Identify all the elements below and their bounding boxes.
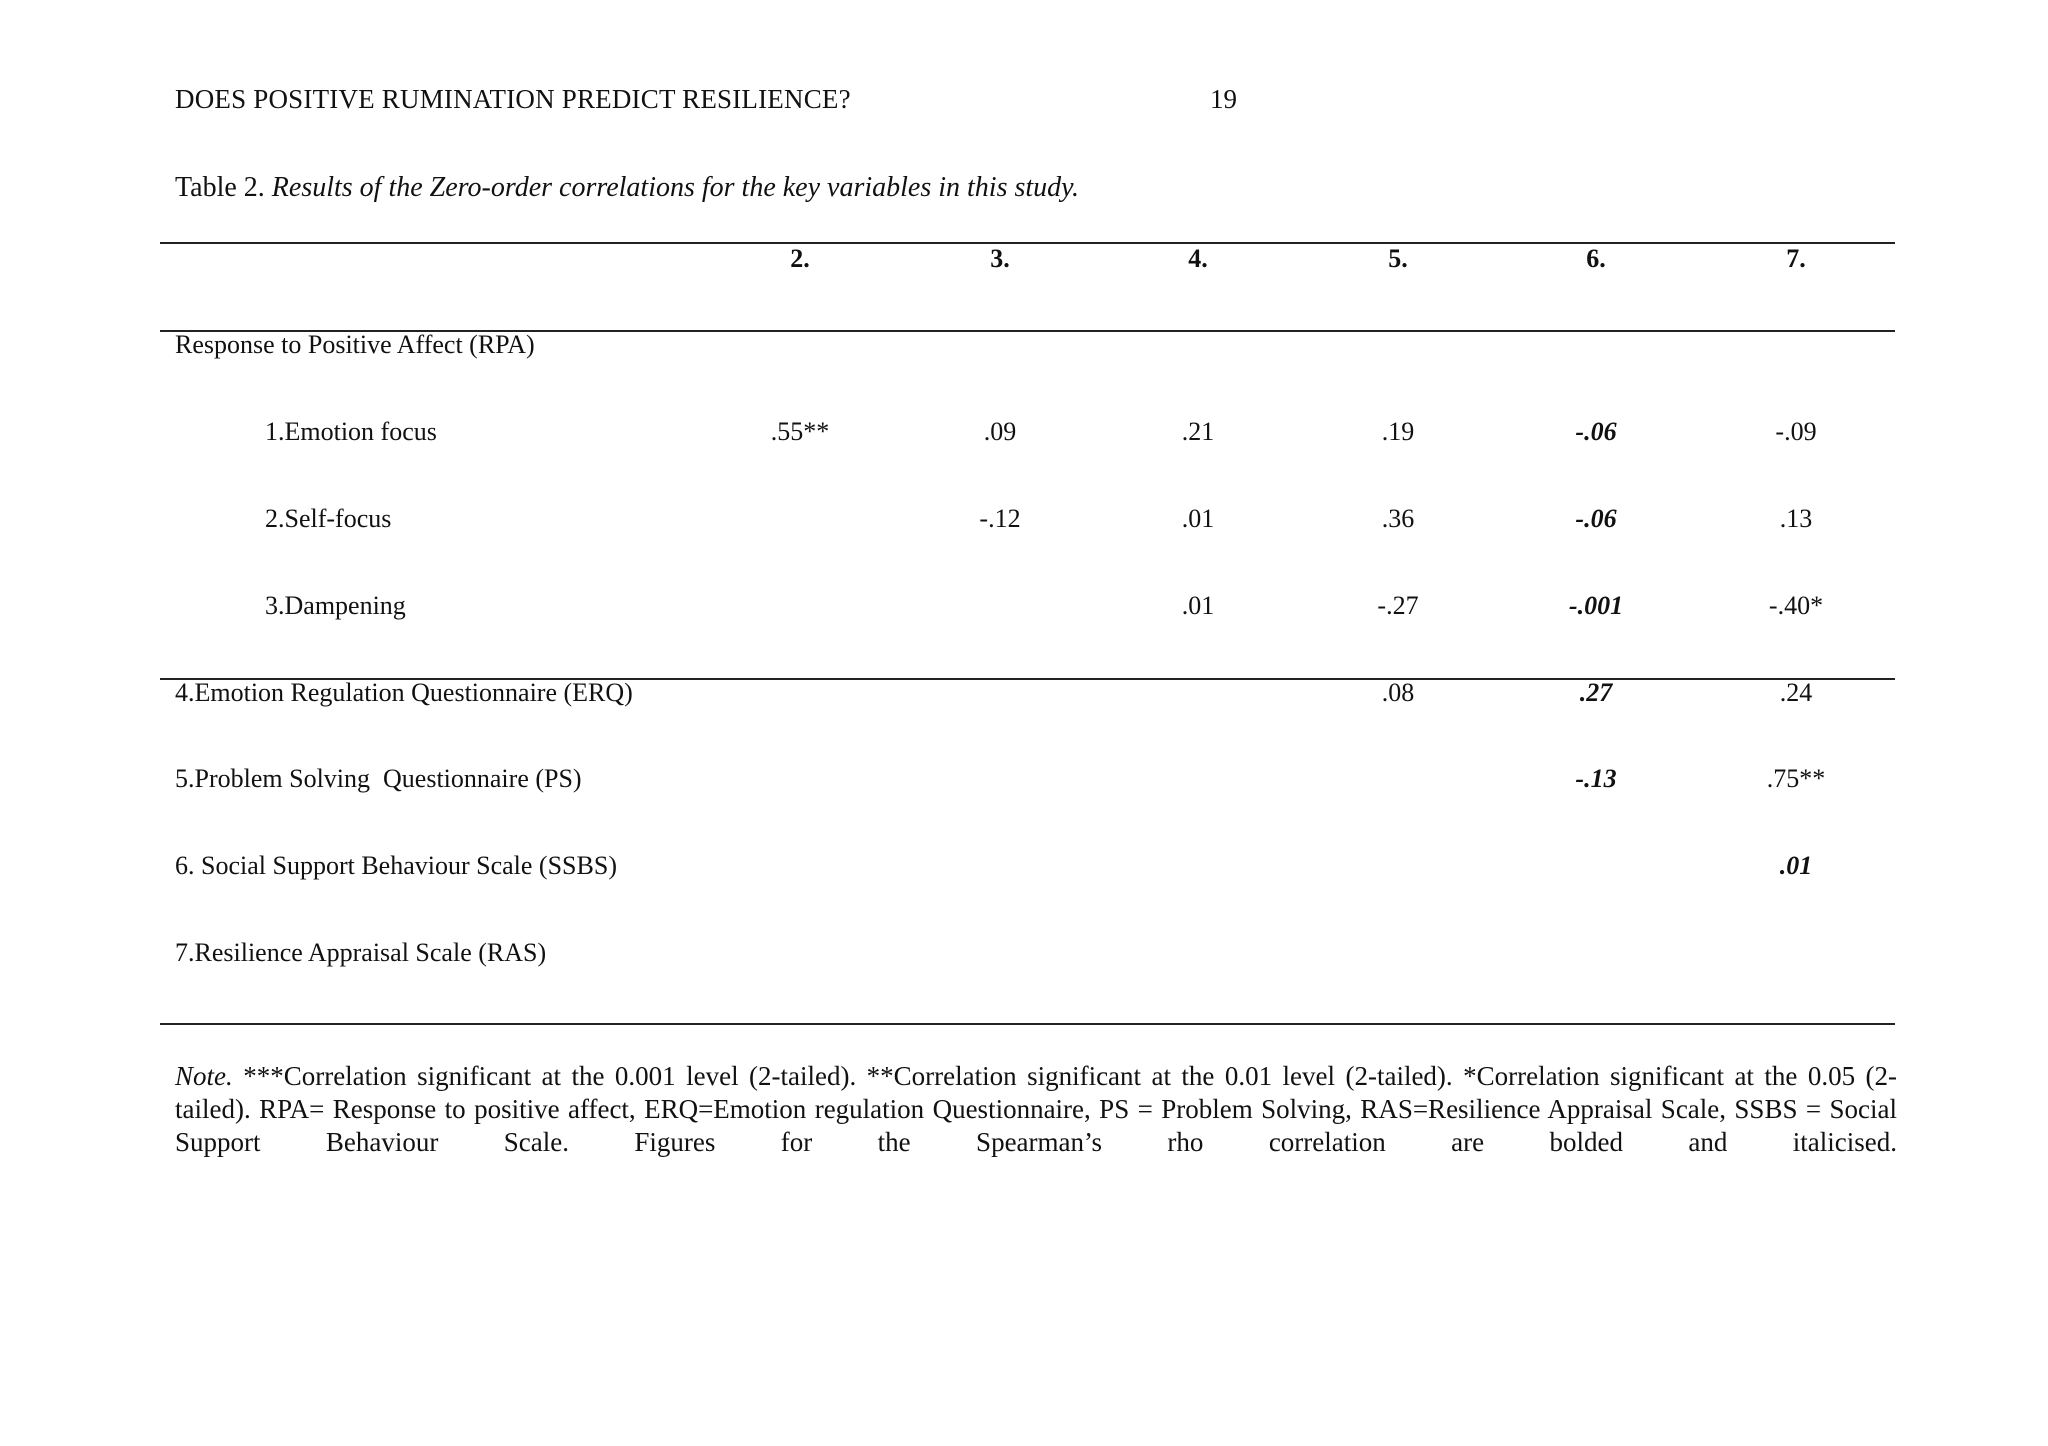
- cell-r4-c5: .08: [1381, 678, 1415, 707]
- cell-r3-c7: -.40*: [1768, 591, 1824, 620]
- column-header-7: 7.: [1786, 244, 1806, 273]
- column-header-2: 2.: [790, 244, 810, 273]
- table-title: Results of the Zero-order correlations for the key variables in this study.: [271, 172, 1080, 203]
- row-label-ssbs: 6. Social Support Behaviour Scale (SSBS): [175, 851, 617, 880]
- row-label-ras: 7.Resilience Appraisal Scale (RAS): [175, 938, 547, 967]
- column-header-6: 6.: [1586, 244, 1606, 273]
- column-header-3: 3.: [990, 244, 1010, 273]
- row-label-emotion-focus: 1.Emotion focus: [265, 417, 437, 446]
- cell-r3-c5: -.27: [1377, 591, 1419, 620]
- cell-r1-c7: -.09: [1775, 417, 1817, 446]
- row-label-self-focus: 2.Self-focus: [265, 504, 392, 533]
- table-note: [175, 1060, 1897, 1159]
- cell-r5-c6: -.13: [1575, 764, 1617, 793]
- row-label-erq: 4.Emotion Regulation Questionnaire (ERQ): [175, 678, 633, 707]
- note-lead: Note.: [175, 1061, 233, 1091]
- cell-r1-c2: .55**: [770, 417, 830, 446]
- cell-r1-c4: .21: [1181, 417, 1215, 446]
- cell-r2-c3: -.12: [979, 504, 1021, 533]
- cell-r1-c6: -.06: [1575, 417, 1617, 446]
- table-bottom-rule: [160, 1023, 1895, 1025]
- cell-r5-c7: .75**: [1766, 764, 1826, 793]
- row-label-dampening: 3.Dampening: [265, 591, 406, 620]
- cell-r3-c4: .01: [1181, 591, 1215, 620]
- page-number: 19: [1210, 84, 1237, 114]
- group-label-rpa: Response to Positive Affect (RPA): [175, 330, 535, 359]
- table-caption: [175, 172, 1079, 204]
- row-label-ps: 5.Problem Solving Questionnaire (PS): [175, 764, 582, 793]
- note-text: ***Correlation significant at the 0.001 level (2-tailed). **Correlation significant at the 0.01 level (2-tailed). *Correlation significant at the 0.05 (2-tailed). RPA= Response to positive affect, ERQ=Emotion regulation Questionnaire, PS = Problem Solving, RAS=Resilience Appraisal Scale, SSBS = Social Support Behaviour Scale. Figures for the Spearman’s rho correlation are bolded and italicised.: [175, 1061, 1897, 1157]
- cell-r3-c6: -.001: [1568, 591, 1624, 620]
- running-head: DOES POSITIVE RUMINATION PREDICT RESILIENCE?: [175, 84, 851, 114]
- column-header-4: 4.: [1188, 244, 1208, 273]
- cell-r1-c5: .19: [1381, 417, 1415, 446]
- table-label: Table 2.: [175, 172, 265, 203]
- cell-r2-c7: .13: [1779, 504, 1813, 533]
- cell-r1-c3: .09: [983, 417, 1017, 446]
- cell-r4-c7: .24: [1779, 678, 1813, 707]
- cell-r6-c7: .01: [1779, 851, 1813, 880]
- cell-r2-c6: -.06: [1575, 504, 1617, 533]
- cell-r2-c5: .36: [1381, 504, 1415, 533]
- cell-r4-c6: .27: [1579, 678, 1613, 707]
- column-header-5: 5.: [1388, 244, 1408, 273]
- cell-r2-c4: .01: [1181, 504, 1215, 533]
